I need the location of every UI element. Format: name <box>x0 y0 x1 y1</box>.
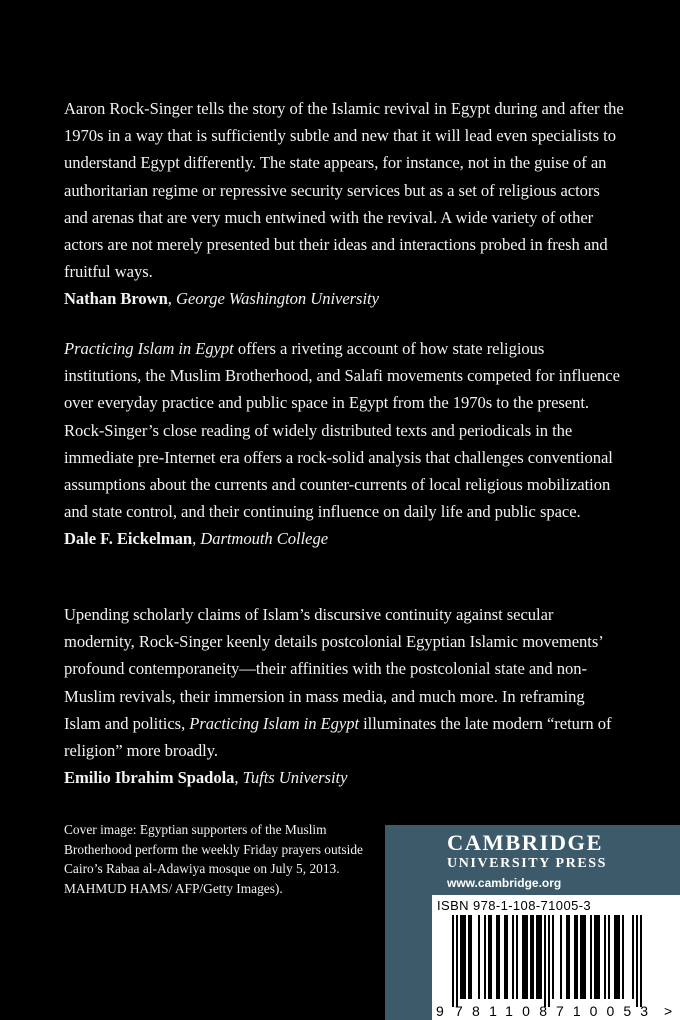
barcode-bar <box>462 915 464 999</box>
barcode-bar <box>516 915 518 999</box>
endorsement-attribution <box>64 285 624 312</box>
barcode-bar <box>616 915 618 999</box>
barcode-bar <box>488 915 490 999</box>
barcode-bar <box>512 915 514 999</box>
barcode-bar <box>470 915 472 999</box>
endorser-name: Nathan Brown <box>64 289 168 309</box>
barcode-bar <box>618 915 620 999</box>
barcode-bar <box>636 915 638 1007</box>
endorsement-body-end: illuminates the late modern “return of religion” more broadly. <box>64 713 612 761</box>
barcode-bar <box>548 915 550 1007</box>
barcode-bar <box>504 915 506 999</box>
endorsement-attribution <box>64 764 624 791</box>
barcode-bar <box>530 915 532 999</box>
endorsement-dale-eickelman <box>64 335 624 553</box>
publisher-url[interactable]: www.cambridge.org <box>447 876 562 890</box>
barcode-bar <box>594 915 596 999</box>
barcode-bar <box>468 915 470 999</box>
endorser-name: Dale F. Eickelman <box>64 529 193 549</box>
endorsement-nathan-brown <box>64 95 624 313</box>
barcode-first-digit: 9 <box>436 1003 444 1019</box>
barcode-bar <box>566 915 568 999</box>
endorsement-text <box>64 335 624 525</box>
publisher-name: CAMBRIDGE <box>447 830 604 855</box>
barcode-bar <box>490 915 492 999</box>
attribution-separator: , <box>234 768 243 788</box>
endorser-affiliation: Tufts University <box>242 768 348 788</box>
barcode-bar <box>640 915 642 1007</box>
attribution-separator: , <box>167 289 176 309</box>
barcode-bar <box>456 915 458 1007</box>
barcode-quiet-mark: > <box>664 1003 673 1019</box>
barcode-bar <box>464 915 466 999</box>
barcode-bar <box>506 915 508 999</box>
barcode-bar <box>614 915 616 999</box>
endorsement-emilio-spadola <box>64 601 624 791</box>
barcode-bar <box>596 915 598 999</box>
barcode-bar <box>496 915 498 999</box>
barcode-bar <box>460 915 462 999</box>
barcode-bar <box>590 915 592 999</box>
publisher-panel <box>385 825 680 1020</box>
barcode-bar <box>544 915 546 1007</box>
attribution-separator: , <box>192 529 201 549</box>
barcode-bar <box>582 915 584 999</box>
publisher-subtitle: UNIVERSITY PRESS <box>447 856 608 871</box>
barcode-bar <box>574 915 576 999</box>
endorser-name: Emilio Ibrahim Spadola <box>64 768 235 788</box>
barcode-bar <box>536 915 538 999</box>
barcode-bar <box>560 915 562 999</box>
barcode-bar <box>632 915 634 999</box>
barcode-bar <box>598 915 600 999</box>
barcode-bar <box>532 915 534 999</box>
isbn-barcode <box>432 895 680 1020</box>
endorser-affiliation: George Washington University <box>175 289 379 309</box>
barcode-bar <box>580 915 582 999</box>
barcode-bar <box>540 915 542 999</box>
endorsement-body: offers a riveting account of how state religious institutions, the Muslim Brotherhood, and Salafi movements competed for influence over everyday practice and public space in Egypt from the 1970s to the present. Rock-Singer’s close reading of widely distributed texts and periodicals in the immediate pre-Internet era offers a rock-solid analysis that challenges conventional assumptions about the currents and counter-currents of local religious mobilization and state control, and their continuing influence on daily life and public space. <box>64 339 620 522</box>
endorser-affiliation: Dartmouth College <box>200 529 329 549</box>
endorsement-attribution <box>64 525 624 552</box>
barcode-bar <box>484 915 486 999</box>
barcode-bar <box>452 915 454 1007</box>
cover-image-credit: Cover image: Egyptian supporters of the Muslim Brotherhood perform the weekly Friday prayers outside Cairo’s Rabaa al-Adawiya mosque on July 5, 2013. MAHMUD HAMS/ AFP/Getty Images). <box>64 822 363 896</box>
barcode-bar <box>584 915 586 999</box>
endorsement-text: Aaron Rock-Singer tells the story of the Islamic revival in Egypt during and after the 1970s in a way that is sufficiently subtle and new that it will lead even specialists to understand Egypt differently. The state appears, for instance, not in the guise of an authoritarian regime or repressive security services but as a set of religious actors and arenas that are very much entwined with the revival. A wide variety of other actors are not merely presented but their ideas and interactions probed in fresh and fruitful ways. <box>64 99 624 282</box>
barcode-bar <box>478 915 480 999</box>
barcode-panel <box>432 895 680 1020</box>
barcode-bar <box>576 915 578 999</box>
barcode-bar <box>522 915 524 999</box>
barcode-bar <box>538 915 540 999</box>
book-title: Practicing Islam in Egypt <box>189 713 360 733</box>
barcode-bar <box>498 915 500 999</box>
barcode-bar <box>608 915 610 999</box>
endorsement-body-start: Upending scholarly claims of Islam’s discursive continuity against secular modernity, Rock-Singer keenly details postcolonial Egyptian Islamic movements’ profound contemporaneity—their affinities with the postcolonial state and non-Muslim revivals, their immersion in mass media, and much more. In reframing Islam and politics, <box>64 605 603 733</box>
barcode-bar <box>604 915 606 999</box>
endorsement-text <box>64 601 624 764</box>
barcode-left-digits: 781108 <box>455 1003 547 1019</box>
barcode-bar <box>524 915 526 999</box>
book-title: Practicing Islam in Egypt <box>64 339 234 358</box>
isbn-label: ISBN 978-1-108-71005-3 <box>437 898 592 913</box>
barcode-bar <box>552 915 554 999</box>
barcode-bar <box>568 915 570 999</box>
barcode-bar <box>622 915 624 999</box>
barcode-bars <box>452 915 642 1007</box>
barcode-bar <box>526 915 528 999</box>
barcode-right-digits: 710053 <box>556 1003 648 1019</box>
